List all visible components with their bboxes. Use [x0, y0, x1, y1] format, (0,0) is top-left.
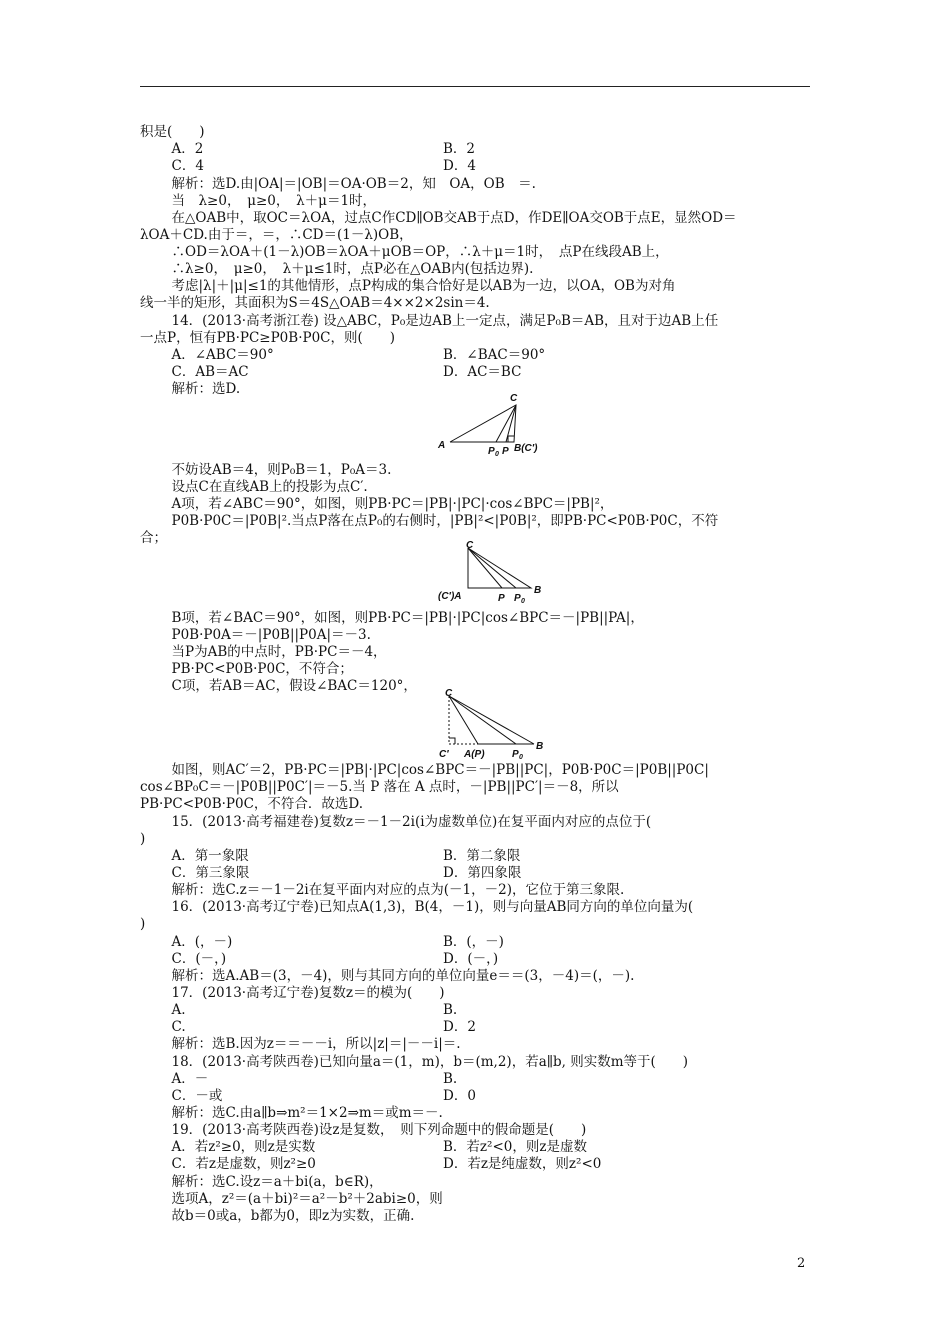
label-p: P: [498, 593, 505, 604]
figure-2: [436, 538, 556, 610]
segment-cp: [468, 548, 502, 588]
option-b: B.: [443, 1071, 458, 1087]
question-17: 17．(2013·高考辽宁卷)复数z＝的模为( ): [158, 985, 445, 1001]
triangle-abc: [468, 548, 531, 588]
right-angle-mark: [508, 436, 514, 442]
figure-3: [436, 686, 556, 762]
right-angle-mark: [449, 738, 455, 744]
segment-ca: [449, 696, 478, 744]
text-line: 当P为AB的中点时，PB·PC＝－4，: [158, 644, 387, 660]
option-line: A.: [158, 1002, 186, 1018]
label-a: (C′)A: [438, 591, 462, 602]
text-line: PB·PC<P0B·P0C，不符合．故选D.: [140, 796, 364, 812]
segment-cb: [449, 696, 534, 744]
question-15: 15．(2013·高考福建卷)复数z＝－1－2i(i为虚数单位)在复平面内对应的点位于(: [158, 814, 652, 830]
text-line: P0B·P0C＝|P0B|².当点P落在点P₀的右侧时，|PB|²<|P0B|²，即PB·PC<P0B·P0C，不符: [158, 513, 719, 529]
text-line: 如图，则AC′＝2，PB·PC＝|PB|·|PC|cos∠BPC＝－|PB||PC|，P0B·P0C＝|P0B||P0C|: [158, 762, 709, 778]
option-b: B．第二象限: [443, 848, 521, 864]
solution-line: 解析：选C.由a∥b⇒m²＝1×2⇒m＝或m＝－.: [158, 1105, 443, 1121]
text-line: 合；: [140, 530, 167, 546]
text-line: ): [140, 831, 146, 847]
text-line: 故b＝0或a，b都为0，即z为实数，正确.: [158, 1208, 415, 1224]
label-p0: P: [512, 749, 519, 760]
header-rule: [140, 86, 810, 87]
option-line: A．－: [158, 1071, 209, 1087]
option-d: D．(－，): [443, 951, 499, 967]
text-line: 选项A，z²＝(a＋bi)²＝a²－b²＋2abi≥0，则: [158, 1191, 443, 1207]
solution-line: 解析：选D.由|OA|＝|OB|＝OA·OB＝2，知 OA，OB ＝.: [158, 176, 536, 192]
solution-line: 解析：选C.设z＝a＋bi(a，b∈R)，: [158, 1174, 383, 1190]
label-sub0: 0: [521, 598, 525, 605]
text-line: 当 λ≥0， μ≥0， λ＋μ＝1时，: [158, 193, 377, 209]
solution-line: 解析：选A.AB＝(3，－4)，则与其同方向的单位向量e＝＝(3，－4)＝(，－).: [158, 968, 635, 984]
label-p0: P: [488, 446, 495, 457]
option-line: C.: [158, 1019, 186, 1035]
text-line: A项，若∠ABC＝90°，如图，则PB·PC＝|PB|·|PC|·cos∠BPC＝|PB|²，: [158, 496, 614, 512]
label-sub0: 0: [495, 451, 499, 458]
option-line: C．(－，): [158, 951, 227, 967]
option-d: D．0: [443, 1088, 476, 1104]
question-18: 18．(2013·高考陕西卷)已知向量a＝(1，m)，b＝(m,2)，若a∥b, 则实数m等于( ): [158, 1054, 689, 1070]
option-d: D．若z是纯虚数，则z²<0: [443, 1156, 602, 1172]
segment-cp0: [449, 696, 516, 744]
option-line: A．若z²≥0，则z是实数: [158, 1139, 316, 1155]
label-c: C: [466, 540, 474, 551]
option-b: B．∠BAC＝90°: [443, 347, 546, 363]
option-b: B．若z²<0，则z是虚数: [443, 1139, 587, 1155]
option-line: C．第三象限: [158, 865, 250, 881]
page-number: 2: [797, 1256, 806, 1271]
option-line: A．∠ABC＝90°: [158, 347, 274, 363]
figure-1: [436, 390, 556, 462]
question-19: 19．(2013·高考陕西卷)设z是复数， 则下列命题中的假命题是( ): [158, 1122, 587, 1138]
label-b: B: [536, 741, 544, 752]
text-line: ∴λ≥0， μ≥0， λ＋μ≤1时，点P必在△OAB内(包括边界).: [158, 261, 534, 277]
label-c-prime: C′: [439, 749, 449, 760]
text-line: cos∠BP₀C＝－|P0B||P0C′|＝－5.当 P 落在 A 点时，－|PB||PC′|＝－8，所以: [140, 779, 619, 795]
text-line: 考虑|λ|＋|μ|≤1的其他情形，点P构成的集合恰好是以AB为一边，以OA，OB为对角: [158, 278, 676, 294]
text-line: 不妨设AB＝4，则P₀B＝1，P₀A＝3.: [158, 462, 392, 478]
option-line: C．－或: [158, 1088, 223, 1104]
option-b: B．(，－): [443, 934, 504, 950]
label-b: B: [534, 585, 542, 596]
solution-line: 解析：选B.因为z＝＝－－i，所以|z|＝|－－i|＝.: [158, 1036, 461, 1052]
text-line: PB·PC<P0B·P0C，不符合；: [158, 661, 353, 677]
text-line: 线一半的矩形，其面积为S＝4S△OAB＝4××2×2sin＝4.: [140, 295, 490, 311]
option-line: C．4: [158, 158, 204, 174]
label-b: B(C′): [514, 443, 538, 454]
option-line: C．AB＝AC: [158, 364, 249, 380]
label-sub0: 0: [519, 754, 523, 761]
solution-line: 解析：选D.: [158, 381, 241, 397]
text-line: 一点P，恒有PB·PC≥P0B·P0C，则( ): [140, 330, 396, 346]
option-d: D．AC＝BC: [443, 364, 522, 380]
option-line: A．(，－): [158, 934, 233, 950]
label-p0: P: [514, 593, 521, 604]
text-line: C项，若AB＝AC，假设∠BAC＝120°，: [158, 678, 417, 694]
text-line: 设点C在直线AB上的投影为点C′.: [158, 479, 368, 495]
label-a: A: [438, 440, 446, 451]
solution-line: 解析：选C.z＝－1－2i在复平面内对应的点为(－1，－2)，它位于第三象限.: [158, 882, 625, 898]
option-line: A．2: [158, 141, 204, 157]
text-line: ∴OD＝λOA＋(1－λ)OB＝λOA＋μOB＝OP，∴λ＋μ＝1时， 点P在线段AB上，: [158, 244, 669, 260]
option-d: D．4: [443, 158, 476, 174]
segment-cp0: [468, 548, 516, 588]
label-p: P: [502, 446, 509, 457]
text-line: ): [140, 916, 146, 932]
text-line: P0B·P0A＝－|P0B||P0A|＝－3.: [158, 627, 371, 643]
label-c: C: [445, 688, 453, 699]
label-a: A(P): [464, 749, 485, 760]
label-c: C: [510, 393, 518, 404]
option-line: C．若z是虚数，则z²≥0: [158, 1156, 316, 1172]
text-line: λOA＋CD.由于＝，＝，∴CD＝(1－λ)OB，: [140, 227, 413, 243]
text-line: 积是( ): [140, 124, 205, 140]
question-16: 16．(2013·高考辽宁卷)已知点A(1,3)，B(4，－1)，则与向量AB同方向的单位向量为(: [158, 899, 694, 915]
text-line: 在△OAB中，取OC＝λOA，过点C作CD∥OB交AB于点D，作DE∥OA交OB于点E，显然OD＝: [158, 210, 737, 226]
text-line: B项，若∠BAC＝90°，如图，则PB·PC＝|PB|·|PC|cos∠BPC＝－|PB||PA|，: [158, 610, 644, 626]
option-b: B.: [443, 1002, 458, 1018]
option-d: D．2: [443, 1019, 476, 1035]
option-b: B．2: [443, 141, 476, 157]
question-14: 14．(2013·高考浙江卷) 设△ABC，P₀是边AB上一定点，满足P₀B＝AB，且对于边AB上任: [158, 313, 719, 329]
option-d: D．第四象限: [443, 865, 522, 881]
option-line: A．第一象限: [158, 848, 249, 864]
